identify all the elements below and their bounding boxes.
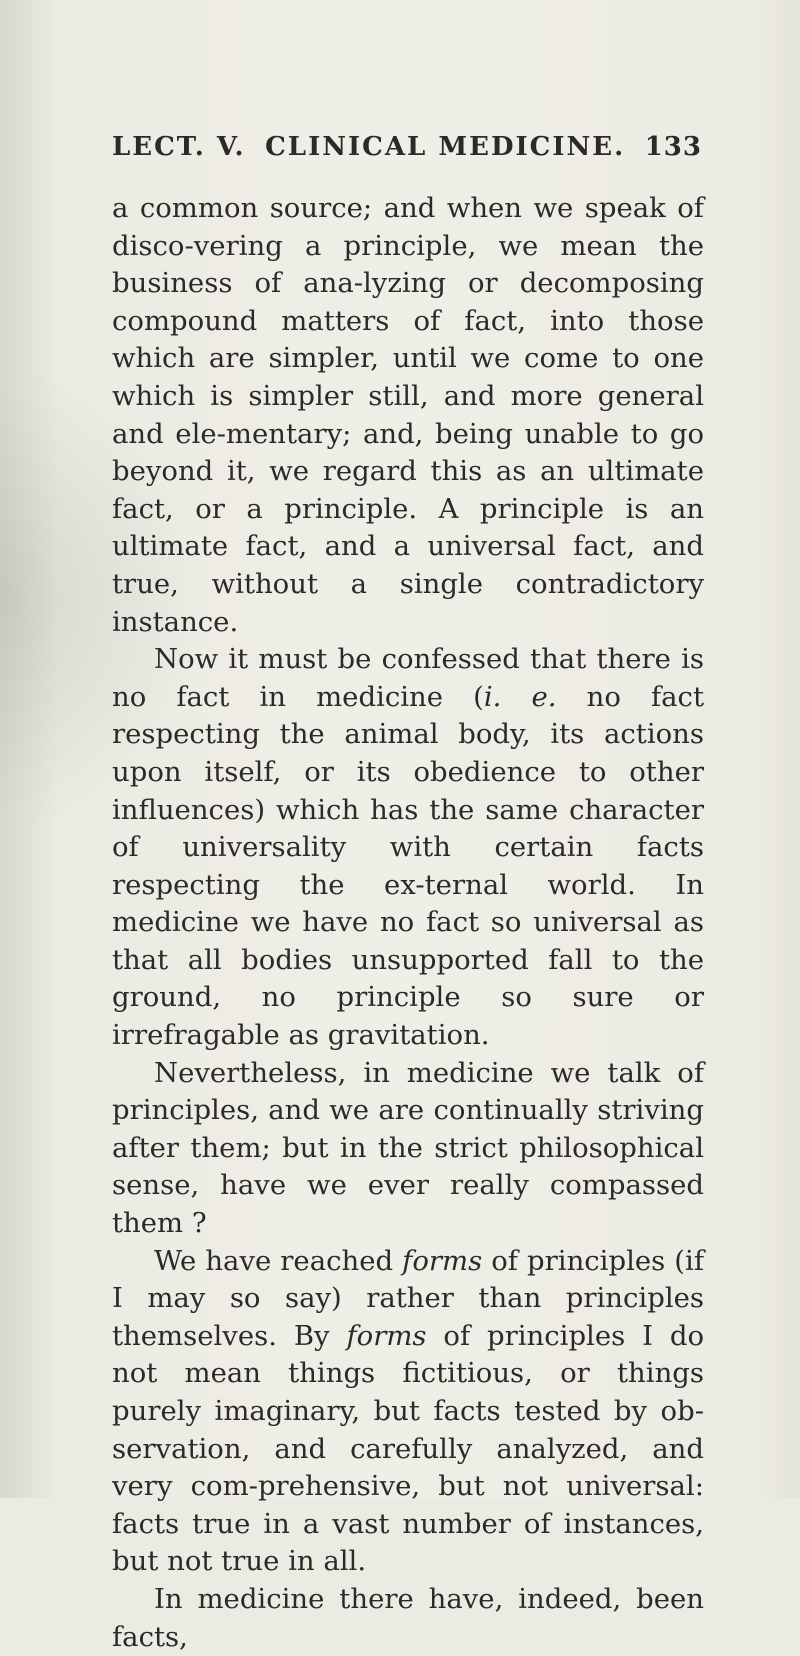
- text-run: We have reached: [154, 1244, 403, 1277]
- text-run: Nevertheless, in medicine we talk of principles, and we are continually striving after them; but in the strict philosophical sense, have we ever really compassed them ?: [112, 1056, 704, 1240]
- italic-text: forms: [402, 1244, 483, 1277]
- paragraph: [112, 1243, 704, 1581]
- running-header: [112, 132, 702, 168]
- paragraph: [112, 1055, 704, 1243]
- text-run: Now it must be confessed that there is no fact in medicine (: [112, 643, 704, 713]
- running-title: CLINICAL MEDICINE.: [265, 132, 626, 162]
- text-run: of principles (if I may so say) rather than principles themselves. By: [112, 1244, 705, 1352]
- page-number: 133: [644, 132, 702, 162]
- paragraph: [112, 190, 704, 641]
- text-run: In medicine there have, indeed, been facts,: [112, 1582, 704, 1653]
- body-text: [112, 190, 704, 1656]
- paragraph: [112, 1581, 704, 1656]
- italic-text: forms: [346, 1319, 427, 1352]
- text-run: a common source; and when we speak of disco-vering a principle, we mean the business of ana-lyzing or decomposing compound matters of fact, into those which are simpler, until we come to one which is simpler still, and more general and ele-mentary; and, being unable to go beyond it, we regard this as an ultimate fact, or a principle. A principle is an ultimate fact, and a universal fact, and true, without a single contradictory instance.: [112, 192, 704, 638]
- text-run: of principles I do not mean things fictitious, or things purely imaginary, but facts tested by ob-servation, and carefully analyzed, and very com-prehensive, but not universal: facts true in a vast number of instances, but not true in all.: [112, 1319, 705, 1578]
- lecture-number: LECT. V.: [112, 132, 246, 162]
- text-run: no fact respecting the animal body, its actions upon itself, or its obedience to other influences) which has the same character of universality with certain facts respecting the ex-ternal world. In medicine we have no fact so universal as that all bodies unsupported fall to the ground, no principle so sure or irrefragable as gravitation.: [112, 680, 705, 1052]
- italic-text: i. e.: [483, 680, 557, 713]
- paragraph: [112, 641, 704, 1055]
